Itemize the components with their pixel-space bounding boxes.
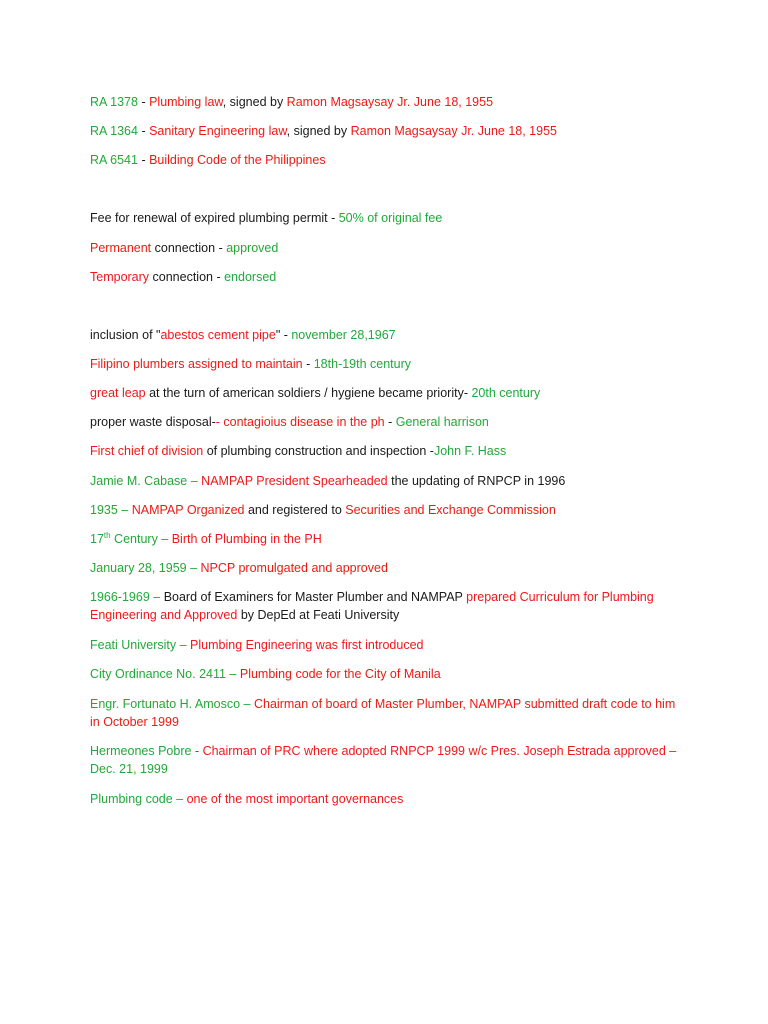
note-line-feati-university [90, 636, 680, 654]
text-segment: Temporary [90, 270, 150, 284]
text-segment: 1935 – [90, 503, 132, 517]
text-segment: approved [226, 241, 279, 255]
text-segment: Chairman of board of Master Plumber, NAMPAP submitted draft code to him in October 1999 [90, 697, 676, 729]
text-segment: Building Code of the Philippines [149, 153, 326, 167]
text-segment: endorsed [224, 270, 277, 284]
text-segment: General harrison [395, 415, 489, 429]
text-segment: City Ordinance No. 2411 – [90, 667, 240, 681]
text-segment: 17 [90, 532, 104, 546]
text-segment: proper waste disposal- [90, 415, 216, 429]
text-segment: Securities and Exchange Commission [345, 503, 556, 517]
text-segment: of plumbing construction and inspection - [203, 444, 434, 458]
text-segment: Hermeones Pobre [90, 744, 195, 758]
text-segment: , signed by [222, 95, 287, 109]
text-segment: Permanent [90, 241, 152, 255]
text-segment: and registered to [244, 503, 346, 517]
note-line-renewal-fee [90, 209, 680, 227]
note-line-temporary-connection [90, 268, 680, 286]
note-line-city-ordinance [90, 665, 680, 683]
text-segment: Dec. 21, 1999 [90, 762, 168, 776]
text-segment: - [141, 95, 150, 109]
note-line-ra6541 [90, 151, 680, 169]
text-segment: - contagioius disease in the ph [215, 415, 385, 429]
text-segment: th [103, 530, 111, 540]
text-segment: - [141, 153, 150, 167]
note-line-npcp-promulgated [90, 559, 680, 577]
text-segment: 50% of original fee [338, 211, 443, 225]
note-line-curriculum [90, 588, 680, 624]
text-segment: Filipino plumbers assigned to maintain [90, 357, 303, 371]
text-segment: RA 1378 [90, 95, 142, 109]
text-segment: January 28, 1959 – [90, 561, 201, 575]
text-segment: november 28,1967 [291, 328, 396, 342]
text-segment: Birth of Plumbing in the PH [171, 532, 322, 546]
text-segment: First chief of division [90, 444, 204, 458]
text-segment: Jamie M. Cabase – [90, 474, 202, 488]
note-line-filipino-plumbers [90, 355, 680, 373]
text-segment: one of the most important governances [186, 792, 404, 806]
text-segment: prepared Curriculum for Plumbing Engineering and Approved [90, 590, 654, 622]
note-line-nampap-organized [90, 501, 680, 519]
text-segment: Plumbing code – [90, 792, 187, 806]
text-segment: connection - [151, 241, 227, 255]
text-segment: - [384, 415, 396, 429]
text-segment: Ramon Magsaysay Jr. June 18, 1955 [350, 124, 557, 138]
text-segment: the updating of RNPCP in 1996 [387, 474, 566, 488]
text-segment: Engr. Fortunato H. Amosco – [90, 697, 254, 711]
text-segment: - [194, 744, 203, 758]
text-segment: inclusion of " [90, 328, 161, 342]
note-line-pobre [90, 742, 680, 778]
text-segment: " - [275, 328, 292, 342]
text-segment: NPCP promulgated and approved [200, 561, 388, 575]
text-segment: John F. Hass [433, 444, 507, 458]
text-segment: at the turn of american soldiers / hygiene became priority- [145, 386, 472, 400]
note-line-first-chief [90, 442, 680, 460]
text-segment: Century – [110, 532, 172, 546]
note-line-nampap-president [90, 472, 680, 490]
text-segment: , signed by [286, 124, 351, 138]
text-segment: connection - [149, 270, 225, 284]
text-segment: Fee for renewal of expired plumbing permit - [90, 211, 339, 225]
text-segment: - [141, 124, 150, 138]
text-segment: Plumbing law [149, 95, 223, 109]
text-segment: great leap [90, 386, 146, 400]
text-segment: 20th century [471, 386, 541, 400]
text-segment: RA 6541 [90, 153, 142, 167]
note-line-permanent-connection [90, 239, 680, 257]
text-segment: Board of Examiners for Master Plumber and NAMPAP [163, 590, 467, 604]
text-segment: by DepEd at Feati University [237, 608, 400, 622]
text-segment: Sanitary Engineering law [149, 124, 287, 138]
note-line-ra1364 [90, 122, 680, 140]
text-segment: 1966-1969 – [90, 590, 164, 604]
text-segment: RA 1364 [90, 124, 142, 138]
text-segment: Plumbing Engineering was first introduced [190, 638, 424, 652]
note-line-plumbing-code [90, 790, 680, 808]
note-line-asbestos-pipe [90, 326, 680, 344]
text-segment: 18th-19th century [313, 357, 412, 371]
note-line-amosco [90, 695, 680, 731]
text-segment: NAMPAP President Spearheaded [201, 474, 388, 488]
text-segment: Plumbing code for the City of Manila [239, 667, 441, 681]
note-line-ra1378 [90, 93, 680, 111]
note-line-waste-disposal [90, 413, 680, 431]
text-segment: abestos cement pipe [160, 328, 276, 342]
text-segment: Ramon Magsaysay Jr. June 18, 1955 [286, 95, 494, 109]
text-segment: NAMPAP Organized [131, 503, 245, 517]
text-segment: - [302, 357, 314, 371]
text-segment: Feati University – [90, 638, 191, 652]
text-segment: Chairman of PRC where adopted RNPCP 1999 w/c Pres. Joseph Estrada approved – [202, 744, 677, 758]
note-line-birth-of-plumbing [90, 530, 680, 548]
note-line-great-leap [90, 384, 680, 402]
